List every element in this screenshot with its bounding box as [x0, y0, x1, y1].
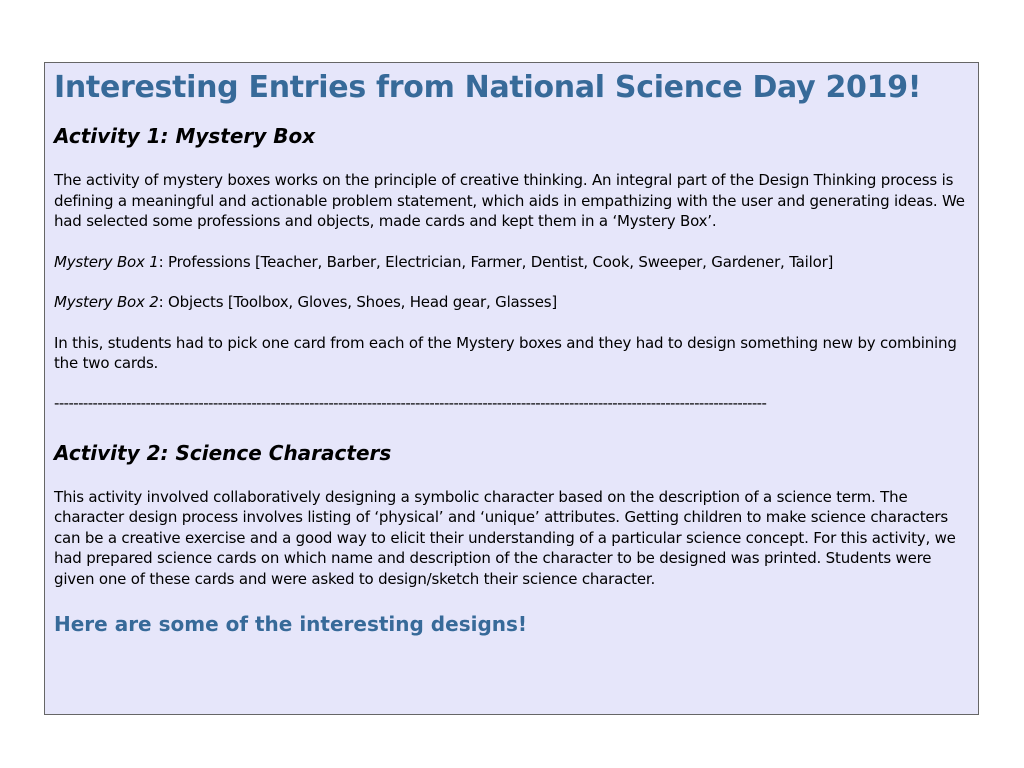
page-title: Interesting Entries from National Science Day 2019! — [54, 70, 922, 105]
mystery-box-2-text: : Objects [Toolbox, Gloves, Shoes, Head gear, Glasses] — [158, 293, 558, 311]
activity2-heading: Activity 2: Science Characters — [54, 440, 392, 465]
mystery-box-2-line — [54, 292, 970, 313]
activity1-intro: The activity of mystery boxes works on the principle of creative thinking. An integral part of the Design Thinking process is defining a meaningful and actionable problem statement, which aids in empathizing with the user and generating ideas. We had selected some professions and objects, made cards and kept them in a ‘Mystery Box’. — [54, 171, 965, 230]
closing-heading: Here are some of the interesting designs! — [54, 612, 528, 636]
mystery-box-2-label: Mystery Box 2 — [54, 293, 159, 311]
mystery-box-1-line — [54, 252, 970, 273]
activity1-instructions: In this, students had to pick one card from each of the Mystery boxes and they had to design something new by combining the two cards. — [54, 333, 957, 372]
activity1-heading: Activity 1: Mystery Box — [54, 124, 316, 148]
activity2-description: This activity involved collaboratively designing a symbolic character based on the description of a science term. The character design process involves listing of ‘physical’ and ‘unique’ attributes. Getting children to make science characters can be a creative exercise and a good way to elicit their understanding of a particular science concept. For this activity, we had prepared science cards on which name and description of the character to be designed was printed. Students were given one of these cards and were asked to design/sketch their science character. — [54, 487, 956, 588]
mystery-box-1-text: : Professions [Teacher, Barber, Electrician, Farmer, Dentist, Cook, Sweeper, Gardener, Tailor] — [158, 252, 834, 271]
mystery-box-1-label: Mystery Box 1 — [54, 252, 159, 271]
content-panel — [44, 62, 979, 715]
section-divider: ---------------------------------------------------------------------------------------------------------------------------------------------------- — [54, 393, 767, 412]
